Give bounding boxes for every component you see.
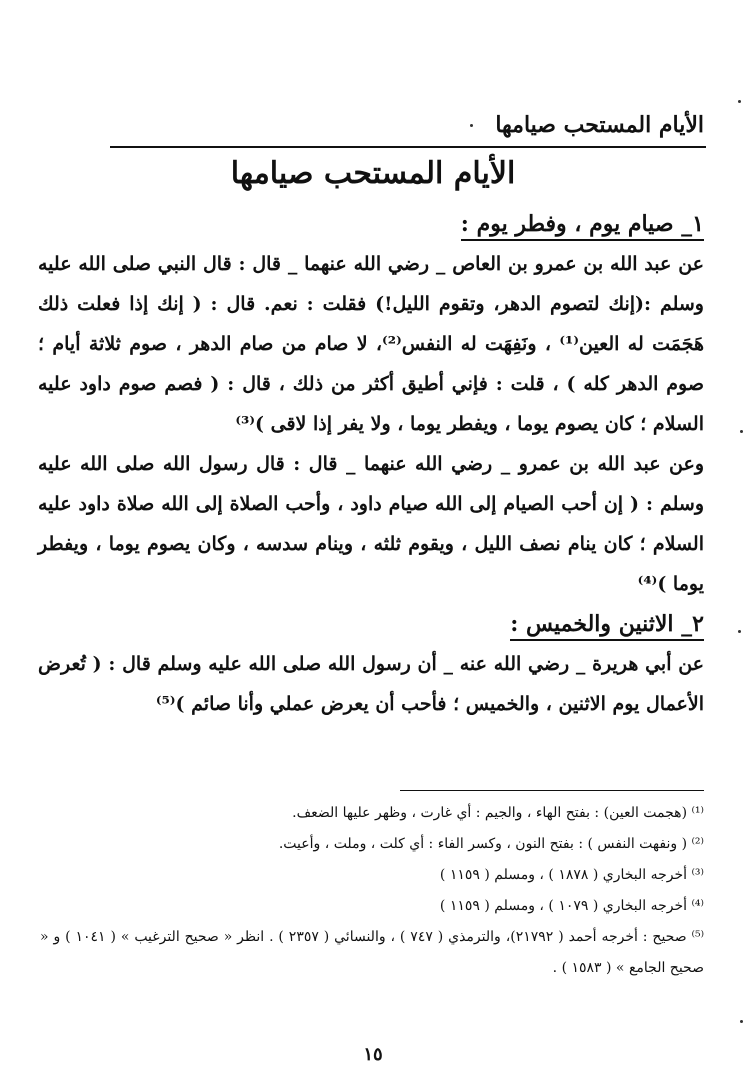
scan-speck xyxy=(738,100,741,103)
page-number: ١٥ xyxy=(363,1044,383,1065)
footnote: ⁽²⁾ ( ونفهت النفس ) : بفتح النون ، وكسر الفاء : أي كلت ، وملت ، وأعيت. xyxy=(278,836,704,852)
running-header-title: الأيام المستحب صيامها xyxy=(495,112,704,138)
section-heading-1 xyxy=(38,204,704,244)
scan-speck xyxy=(738,630,741,633)
section-heading-2 xyxy=(38,604,704,644)
section-heading-text: ١_ صيام يوم ، وفطر يوم : xyxy=(461,211,704,241)
footnote: ⁽⁴⁾ أخرجه البخاري ( ١٠٧٩ ) ، ومسلم ( ١١٥٩ ) xyxy=(439,898,704,914)
scan-speck xyxy=(470,124,473,127)
footnotes xyxy=(40,798,704,984)
footnote-separator xyxy=(400,790,704,791)
footnote: ⁽¹⁾ (هجمت العين) : بفتح الهاء ، والجيم : أي غارت ، وظهر عليها الضعف. xyxy=(292,805,704,821)
main-text xyxy=(38,204,704,724)
chapter-title: الأيام المستحب صيامها xyxy=(230,156,516,191)
running-header xyxy=(42,112,704,144)
paragraph: عن أبي هريرة _ رضي الله عنه _ أن رسول الله صلى الله عليه وسلم قال : ( تُعرض الأعمال يوم الاثنين ، والخميس ؛ فأحب أن يعرض عملي وأنا صائم )⁽⁵⁾ xyxy=(38,653,704,715)
footnote: ⁽³⁾ أخرجه البخاري ( ١٨٧٨ ) ، ومسلم ( ١١٥٩ ) xyxy=(439,867,704,883)
scan-speck xyxy=(740,1020,743,1023)
scan-speck xyxy=(740,430,743,433)
paragraph: وعن عبد الله بن عمرو _ رضي الله عنهما _ قال : قال رسول الله صلى الله عليه وسلم : ( إن أحب الصيام إلى الله صيام داود ، وأحب الصلاة إلى الله صلاة داود عليه السلام ؛ كان ينام نصف الليل ، ويقوم ثلثه ، وينام سدسه ، وكان يصوم يوما ، ويفطر يوما )⁽⁴⁾ xyxy=(38,453,704,595)
paragraph: عن عبد الله بن عمرو بن العاص _ رضي الله عنهما _ قال : قال النبي صلى الله عليه وسلم :(إنك لتصوم الدهر، وتقوم الليل!) فقلت : نعم. قال : ( إنك إذا فعلت ذلك هَجَمَت له العين⁽¹⁾ ، ونَفِهَت له النفس⁽²⁾، لا صام من صام الدهر ، صوم ثلاثة أيام ؛ صوم الدهر كله ) ، قلت : فإني أطيق أكثر من ذلك ، قال : ( فصم صوم داود عليه السلام ؛ كان يصوم يوما ، ويفطر يوما ، ولا يفر إذا لاقى )⁽³⁾ xyxy=(38,253,705,435)
section-heading-text: ٢_ الاثنين والخميس : xyxy=(510,611,704,641)
header-rule xyxy=(110,146,706,148)
footnote: ⁽⁵⁾ صحيح : أخرجه أحمد ( ٢١٧٩٢)، والترمذي ( ٧٤٧ ) ، والنسائي ( ٢٣٥٧ ) . انظر « صحيح الترغيب » ( ١٠٤١ ) و « صحيح الجامع » ( ١٥٨٣ ) . xyxy=(40,929,705,976)
